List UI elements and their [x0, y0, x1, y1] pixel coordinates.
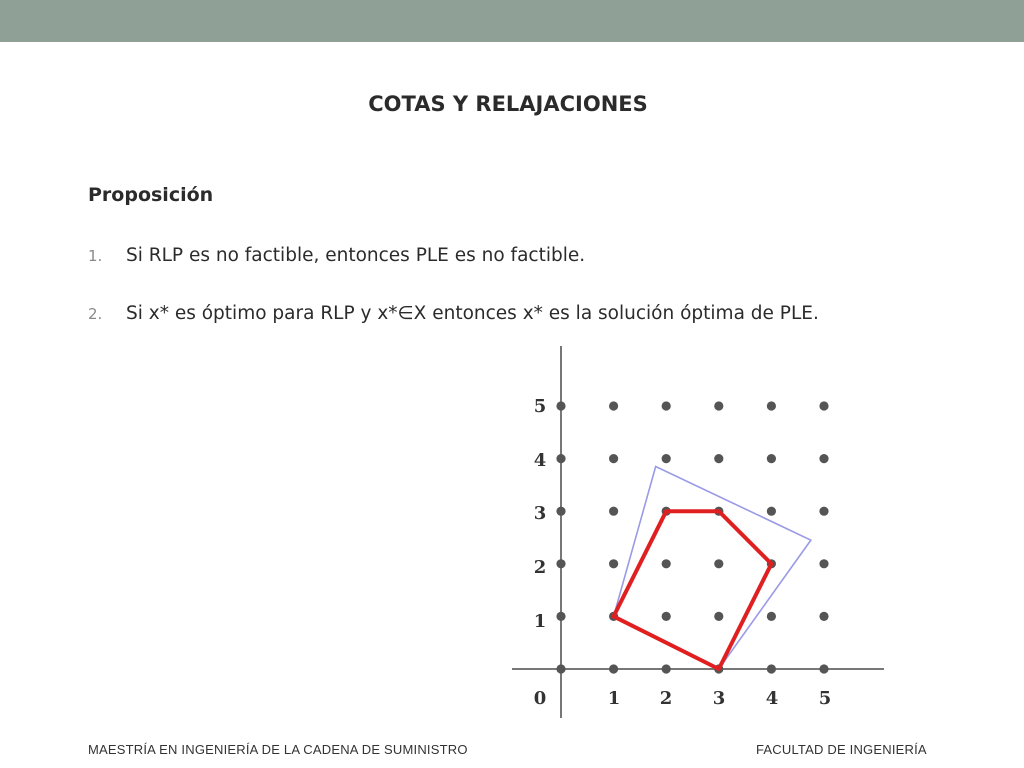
lattice-point [556, 559, 565, 568]
axes [512, 346, 884, 718]
lattice-point [662, 454, 671, 463]
x-tick-label: 3 [712, 688, 726, 709]
list-item-text: Si x* es óptimo para RLP y x*∈X entonces x* es la solución óptima de PLE. [126, 303, 819, 324]
lattice-point [767, 507, 776, 516]
lattice-point [767, 612, 776, 621]
lattice-point [662, 664, 671, 673]
lattice-point [767, 401, 776, 410]
lattice-point [819, 664, 828, 673]
y-tick-label: 4 [533, 450, 547, 471]
relaxation-region [614, 466, 811, 669]
lattice-point [556, 454, 565, 463]
lattice-point [819, 401, 828, 410]
top-banner [0, 0, 1024, 42]
lattice-point [556, 612, 565, 621]
y-tick-label: 1 [533, 611, 547, 632]
x-tick-label: 5 [818, 688, 832, 709]
footer-program: MAESTRÍA EN INGENIERÍA DE LA CADENA DE SUMINISTRO [88, 742, 468, 757]
lattice-point [714, 612, 723, 621]
lattice-point [662, 612, 671, 621]
lattice-points [556, 401, 828, 673]
slide-title: COTAS Y RELAJACIONES [368, 92, 648, 116]
proposition-heading: Proposición [88, 184, 214, 206]
lattice-point [609, 664, 618, 673]
x-tick-label: 4 [765, 688, 779, 709]
lattice-point [714, 454, 723, 463]
list-item [88, 245, 585, 266]
lattice-point [819, 612, 828, 621]
lattice-point [714, 401, 723, 410]
lattice-point [767, 454, 776, 463]
list-item-number: 2. [88, 305, 103, 323]
integer-lattice-diagram [500, 342, 890, 722]
y-tick-label: 2 [533, 557, 547, 578]
lattice-point [609, 507, 618, 516]
lattice-point [662, 559, 671, 568]
relaxation-polygon [614, 466, 811, 669]
lattice-point [714, 559, 723, 568]
lattice-point [819, 454, 828, 463]
lattice-point [609, 454, 618, 463]
lattice-point [556, 664, 565, 673]
x-tick-label: 2 [659, 688, 673, 709]
footer-faculty: FACULTAD DE INGENIERÍA [756, 742, 927, 757]
lattice-point [819, 507, 828, 516]
list-item-text: Si RLP es no factible, entonces PLE es no factible. [126, 245, 586, 266]
lattice-point [609, 559, 618, 568]
x-tick-label: 0 [533, 688, 547, 709]
lattice-point [609, 401, 618, 410]
axis-labels [534, 396, 832, 709]
x-tick-label: 1 [607, 688, 621, 709]
y-tick-label: 5 [533, 396, 547, 417]
lattice-point [556, 507, 565, 516]
lattice-point [556, 401, 565, 410]
y-tick-label: 3 [533, 503, 547, 524]
lattice-point [662, 401, 671, 410]
list-item [88, 303, 819, 324]
list-item-number: 1. [88, 247, 103, 265]
lattice-point [819, 559, 828, 568]
lattice-point [767, 664, 776, 673]
